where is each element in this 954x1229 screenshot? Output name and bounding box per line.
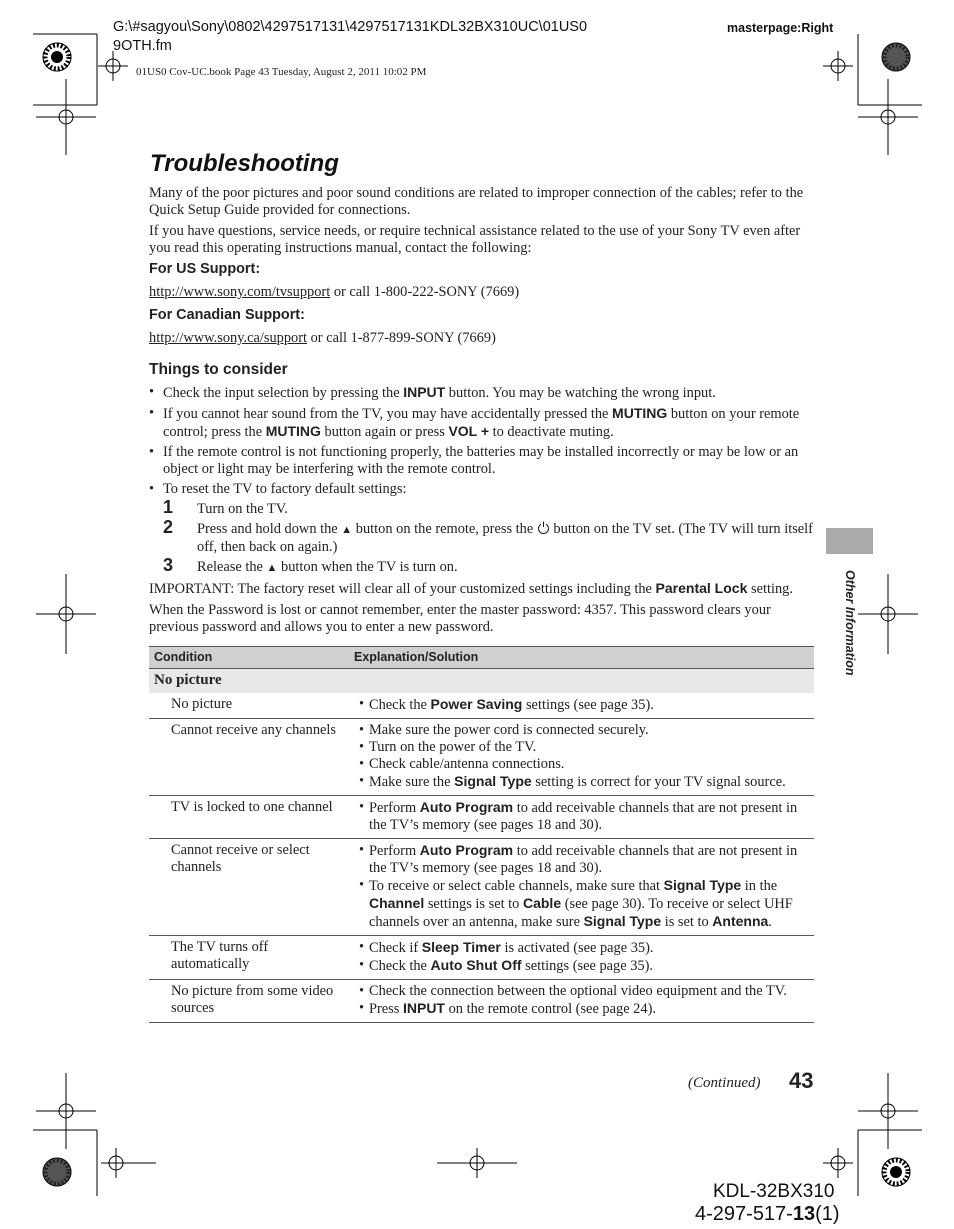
password-note: When the Password is lost or cannot remember, enter the master password: 4357. This password clears your previous password and allows you to enter a new password. [149,602,771,635]
main-content [149,185,815,1023]
ca-support-heading: For Canadian Support: [149,307,305,323]
model-number: KDL-32BX310 [713,1181,835,1202]
table-row: The TV turns off automatically • Check if Sleep Timer is activated (see page 35). • Check the Auto Shut Off settings (see page 35). [149,936,814,980]
reset-steps [149,497,815,577]
ca-support-link[interactable]: http://www.sony.ca/support [149,330,308,346]
masterpage-label: masterpage:Right [727,21,834,35]
part-number: 4-297-517-13(1) [695,1203,840,1225]
troubleshooting-table [149,646,814,1023]
solution-header: Explanation/Solution [349,647,814,669]
list-item: • To reset the TV to factory default settings: [149,481,815,498]
consider-list [149,384,815,498]
table-row: No picture from some video sources • Check the connection between the optional video equipment and the TV. • Press INPUT on the remote control (see page 24). [149,980,814,1023]
step-item: 3 Release the ▲ button when the TV is turn on. [163,555,458,575]
continued-label: (Continued) [688,1075,761,1091]
power-icon [537,521,550,537]
section-tab [826,528,873,554]
us-support-link[interactable]: http://www.sony.com/tvsupport [149,284,331,300]
section-label: Other Information [843,570,857,676]
ca-support-line: http://www.sony.ca/support or call 1-877-899-SONY (7669) [149,330,496,346]
table-row: No picture • Check the Power Saving settings (see page 35). [149,693,814,719]
step-item: 2 Press and hold down the ▲ button on the remote, press the button on the TV set. (The TV will turn itself off, then back on again.) [163,517,813,555]
home-up-arrow-icon: ▲ [341,524,353,536]
table-row: Cannot receive or select channels • Perform Auto Program to add receivable channels that are not present in the TV’s memory (see pages 18 and 30). • To receive or select cable channels, make sure that Signal Type in the Channel settings is set to Cable (see page 30). To receive or select UHF channels over an antenna, make sure Signal Type is set to Antenna. [149,839,814,936]
us-support-line: http://www.sony.com/tvsupport or call 1-800-222-SONY (7669) [149,284,520,300]
step-item: 1 Turn on the TV. [163,497,288,517]
intro-paragraph-1: Many of the poor pictures and poor sound conditions are related to improper connection of the cables; refer to the Quick Setup Guide provided for connections. [149,185,804,218]
file-path: G:\#sagyou\Sony\0802\4297517131\4297517131KDL32BX310UC\01US0 9OTH.fm [113,19,588,54]
condition-header: Condition [149,647,349,669]
things-to-consider-heading: Things to consider [149,361,288,378]
group-row: No picture [149,669,814,694]
list-item: • If you cannot hear sound from the TV, you may have accidentally pressed the MUTING button on your remote control; press the MUTING button again or press VOL + to deactivate muting. [149,405,815,441]
table-row: TV is locked to one channel • Perform Auto Program to add receivable channels that are not present in the TV’s memory (see pages 18 and 30). [149,796,814,839]
list-item: • Check the input selection by pressing the INPUT button. You may be watching the wrong input. [149,384,815,402]
page-title: Troubleshooting [150,150,339,177]
book-info-line: 01US0 Cov-UC.book Page 43 Tuesday, August 2, 2011 10:02 PM [136,66,427,78]
table-row: Cannot receive any channels • Make sure the power cord is connected securely. • Turn on the power of the TV. • Check cable/antenna connections. • Make sure the Signal Type setting is correct for your TV signal source. [149,719,814,796]
intro-paragraph-2: If you have questions, service needs, or require technical assistance related to the use of your Sony TV even after you read this operating instructions manual, contact the following: [149,223,801,256]
us-support-heading: For US Support: [149,261,261,277]
important-note: IMPORTANT: The factory reset will clear all of your customized settings including the Parental Lock setting. [149,580,793,597]
page-number: 43 [789,1068,814,1093]
home-up-arrow-icon: ▲ [266,562,278,574]
list-item: • If the remote control is not functioning properly, the batteries may be installed incorrectly or may be low or an object or light may be interfering with the remote control. [149,444,815,478]
table-header-row [149,647,814,669]
